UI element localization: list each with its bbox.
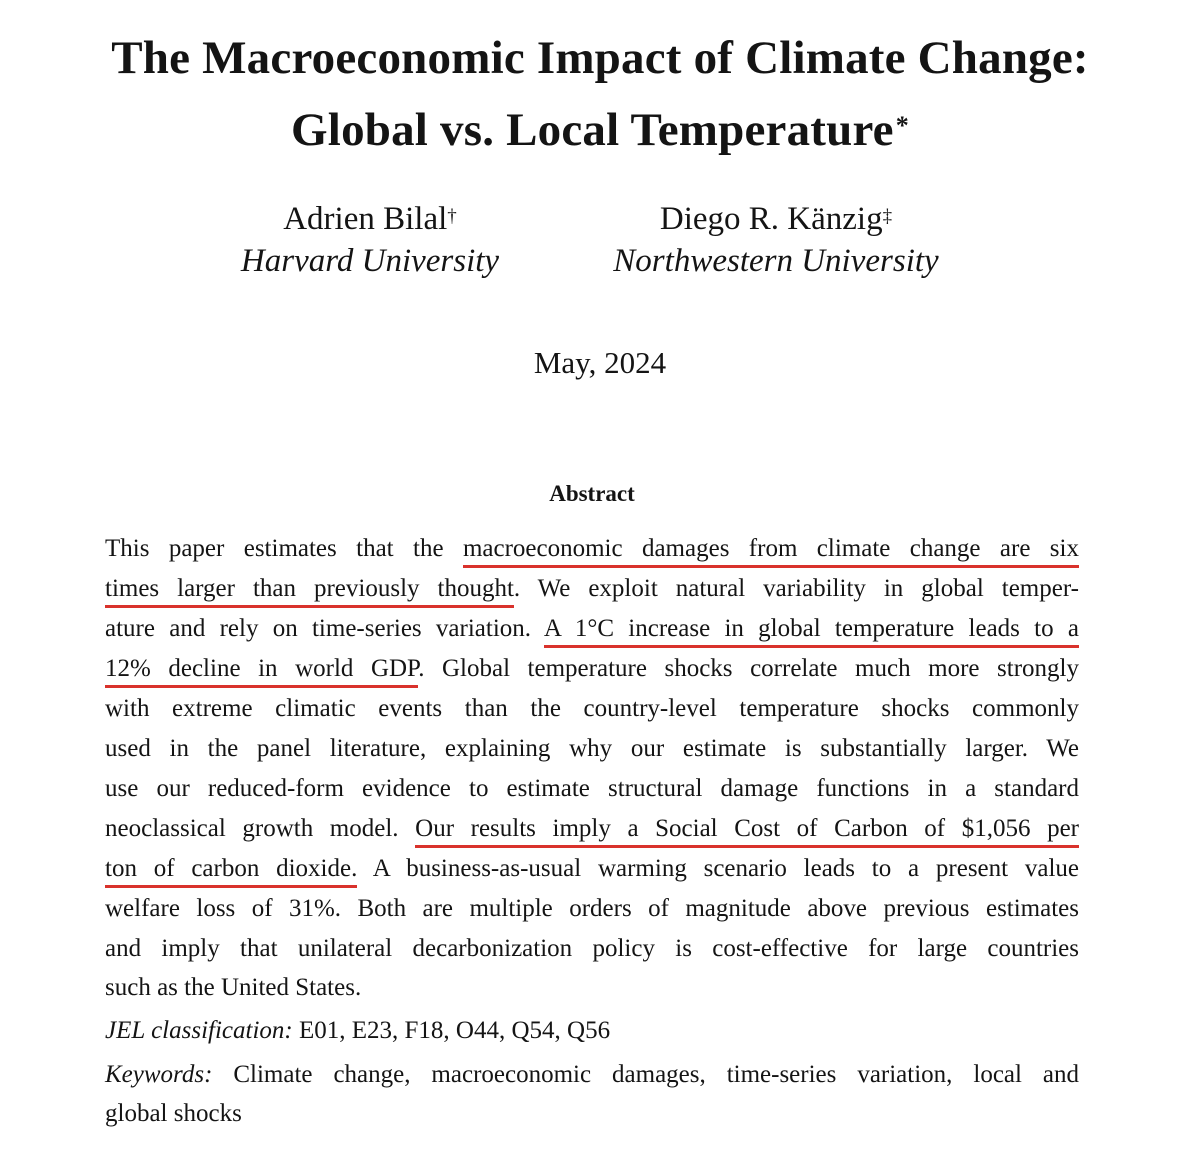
keywords-line-1 [105,1060,1079,1090]
author-name [660,201,892,237]
author-affiliation: Harvard University [240,243,500,279]
abstract-line-4 [105,654,1079,684]
highlighted-phrase: macroeconomic damages from climate change are six [463,535,1079,568]
abstract-line-11: and imply that unilateral decarbonization policy is cost-effective for large countries [105,935,1079,962]
jel-label: JEL classification: [105,1017,293,1044]
abstract-line-9 [105,854,1079,884]
paper-title-line-2 [0,100,1200,160]
abstract-line-1 [105,534,1079,564]
paper-title-text: Global vs. Local Temperature [291,104,894,156]
abstract-text: . We exploit natural variability in global temper- [513,575,1079,602]
jel-classification [105,1016,1079,1046]
author-name [283,201,457,237]
abstract-line-3 [105,614,1079,644]
jel-codes: E01, E23, F18, O44, Q54, Q56 [292,1017,611,1044]
highlighted-phrase: Our results imply a Social Cost of Carbon of $1,056 per [415,815,1079,848]
author-name-text: Diego R. Känzig [659,201,883,237]
abstract-line-2 [105,574,1079,604]
title-footnote-mark: * [895,111,909,140]
author-block-kanzig [594,198,958,282]
author-footnote-mark: ‡ [882,206,893,227]
highlighted-phrase: ton of carbon dioxide. [105,855,357,888]
abstract-text: . Global temperature shocks correlate much more strongly [418,655,1079,682]
highlighted-phrase: 12% decline in world GDP [105,655,418,688]
abstract-line-10: welfare loss of 31%. Both are multiple orders of magnitude above previous estimates [105,895,1079,922]
author-footnote-mark: † [447,206,457,227]
abstract-text: neoclassical growth model. [105,815,416,842]
abstract-heading: Abstract [549,481,635,506]
abstract-text: A business-as-usual warming scenario leads to a present value [357,855,1079,882]
paper-title-line-1: The Macroeconomic Impact of Climate Change: [111,32,1089,84]
abstract-line-12: such as the United States. [105,974,362,1001]
abstract-line-7: use our reduced-form evidence to estimate structural damage functions in a standard [105,775,1079,802]
author-name-text: Adrien Bilal [283,201,448,237]
author-block-bilal [224,198,516,282]
abstract-text: This paper estimates that the [105,535,463,562]
keywords-text: Climate change, macroeconomic damages, time-series variation, local and [212,1061,1079,1088]
highlighted-phrase: times larger than previously thought [105,575,514,608]
abstract-text: ature and rely on time-series variation. [105,615,544,642]
abstract-line-5: with extreme climatic events than the country-level temperature shocks commonly [105,695,1079,722]
highlighted-phrase: A 1°C increase in global temperature leads to a [544,615,1079,648]
keywords-line-2: global shocks [105,1100,242,1127]
keywords-label: Keywords: [105,1061,213,1088]
paper-date: May, 2024 [533,345,667,380]
author-affiliation: Northwestern University [613,243,939,279]
abstract-line-8 [105,814,1079,844]
abstract-line-6: used in the panel literature, explaining why our estimate is substantially larger. We [105,735,1079,762]
